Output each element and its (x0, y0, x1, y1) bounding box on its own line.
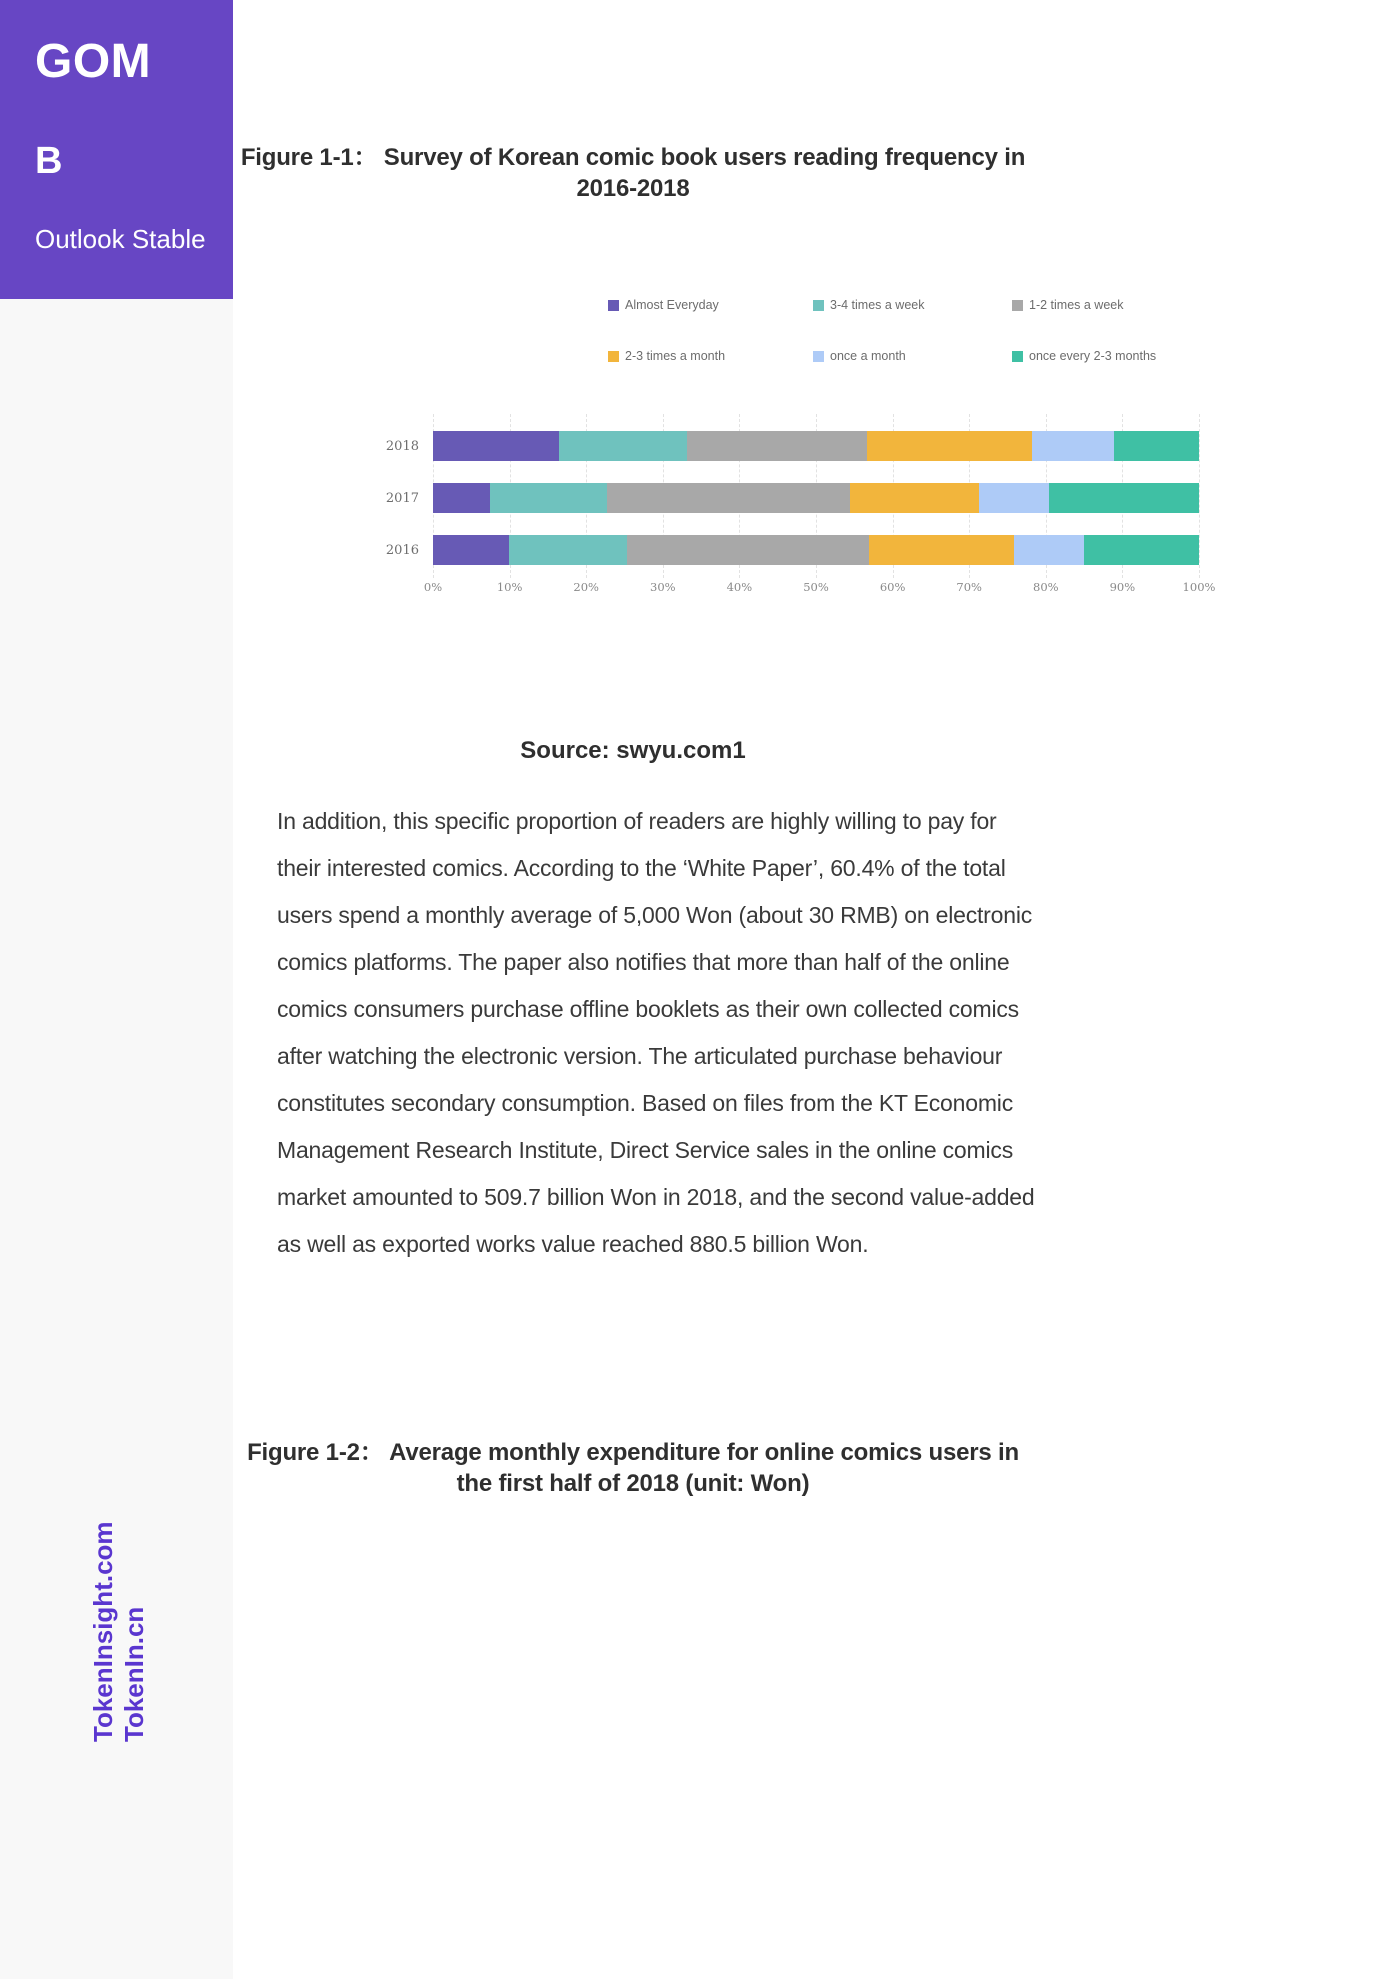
x-axis-tick: 10% (496, 580, 523, 594)
bar-track (433, 535, 1199, 565)
bar-segment (850, 483, 979, 513)
bar-segment (869, 535, 1014, 565)
rating-grade: B (35, 140, 63, 182)
bar-track (433, 483, 1199, 513)
chart-row (340, 472, 1199, 524)
year-label: 2017 (385, 490, 419, 506)
bar-segment (433, 535, 509, 565)
bar-segment (687, 431, 866, 461)
chart-row (340, 524, 1199, 576)
x-axis-tick: 90% (1109, 580, 1136, 594)
x-axis-tick: 80% (1033, 580, 1059, 594)
legend-label: once a month (830, 349, 906, 363)
bar-segment (433, 431, 559, 461)
bar-segment (607, 483, 850, 513)
year-label: 2016 (385, 542, 419, 558)
bar-segment (509, 535, 627, 565)
legend-swatch (1012, 351, 1023, 362)
x-axis-tick: 30% (650, 580, 676, 594)
rating-brand-block (0, 0, 233, 299)
figure1-caption: Figure 1-1： Survey of Korean comic book users reading frequency in 2016-2018 (240, 144, 1026, 202)
bar-segment (1014, 535, 1084, 565)
figure1-chart (340, 292, 1220, 602)
bar-segment (490, 483, 606, 513)
x-axis-tick: 50% (803, 580, 829, 594)
chart-plot-area (340, 420, 1199, 576)
body-paragraph: In addition, this specific proportion of readers are highly willing to pay for their interested comics. According to the ‘White Paper’, 60.4% of the total users spend a monthly average of 5,000 Won (about 30 RMB) on electronic comics platforms. The paper also notifies that more than half of the online comics consumers purchase offline booklets as their own collected comics after watching the electronic version. The articulated purchase behaviour constitutes secondary consumption. Based on files from the KT Economic Management Research Institute, Direct Service sales in the online comics market amounted to 509.7 billion Won in 2018, and the second value-added as well as exported works value reached 880.5 billion Won. (277, 808, 1035, 1257)
legend-label: 2-3 times a month (625, 349, 726, 363)
x-axis-tick: 100% (1182, 580, 1216, 594)
bar-segment (1114, 431, 1199, 461)
bar-segment (1084, 535, 1199, 565)
legend-swatch (813, 300, 824, 311)
chart-legend-row-1 (608, 298, 1220, 312)
figure2-caption: Figure 1-2： Average monthly expenditure for online comics users in the first half of 2018 (unit: Won) (247, 1439, 1019, 1497)
sidebar-vertical-links (88, 1482, 150, 1742)
legend-swatch (608, 351, 619, 362)
legend-label: Almost Everyday (625, 298, 719, 312)
gridline (1199, 414, 1200, 578)
x-axis-tick: 70% (956, 580, 982, 594)
bar-segment (1032, 431, 1114, 461)
x-axis-tick: 0% (423, 580, 443, 594)
legend-item (1012, 349, 1220, 363)
bar-segment (627, 535, 869, 565)
bar-segment (559, 431, 687, 461)
legend-label: once every 2-3 months (1029, 349, 1157, 363)
x-axis-tick: 20% (573, 580, 599, 594)
x-axis-tick: 60% (879, 580, 906, 594)
bar-segment (979, 483, 1049, 513)
legend-item (813, 349, 1012, 363)
bar-segment (867, 431, 1032, 461)
bar-segment (1049, 483, 1199, 513)
legend-item (608, 298, 813, 312)
bar-segment (433, 483, 490, 513)
tokeninsight-link[interactable]: TokenInsight.com (88, 1521, 118, 1742)
legend-item (813, 298, 1012, 312)
legend-swatch (608, 300, 619, 311)
year-label: 2018 (385, 438, 419, 454)
legend-item (608, 349, 813, 363)
legend-label: 3-4 times a week (830, 298, 925, 312)
x-axis-tick: 40% (726, 580, 753, 594)
legend-item (1012, 298, 1220, 312)
legend-swatch (813, 351, 824, 362)
legend-swatch (1012, 300, 1023, 311)
rating-outlook: Outlook Stable (35, 224, 206, 254)
chart-x-axis (423, 580, 1216, 596)
legend-label: 1-2 times a week (1029, 298, 1124, 312)
figure1-source: Source: swyu.com1 (520, 737, 746, 764)
chart-legend-row-2 (608, 349, 1220, 363)
tokenin-link[interactable]: TokenIn.cn (119, 1606, 149, 1742)
bar-track (433, 431, 1199, 461)
chart-row (340, 420, 1199, 472)
brand-name: GOM (35, 35, 152, 88)
